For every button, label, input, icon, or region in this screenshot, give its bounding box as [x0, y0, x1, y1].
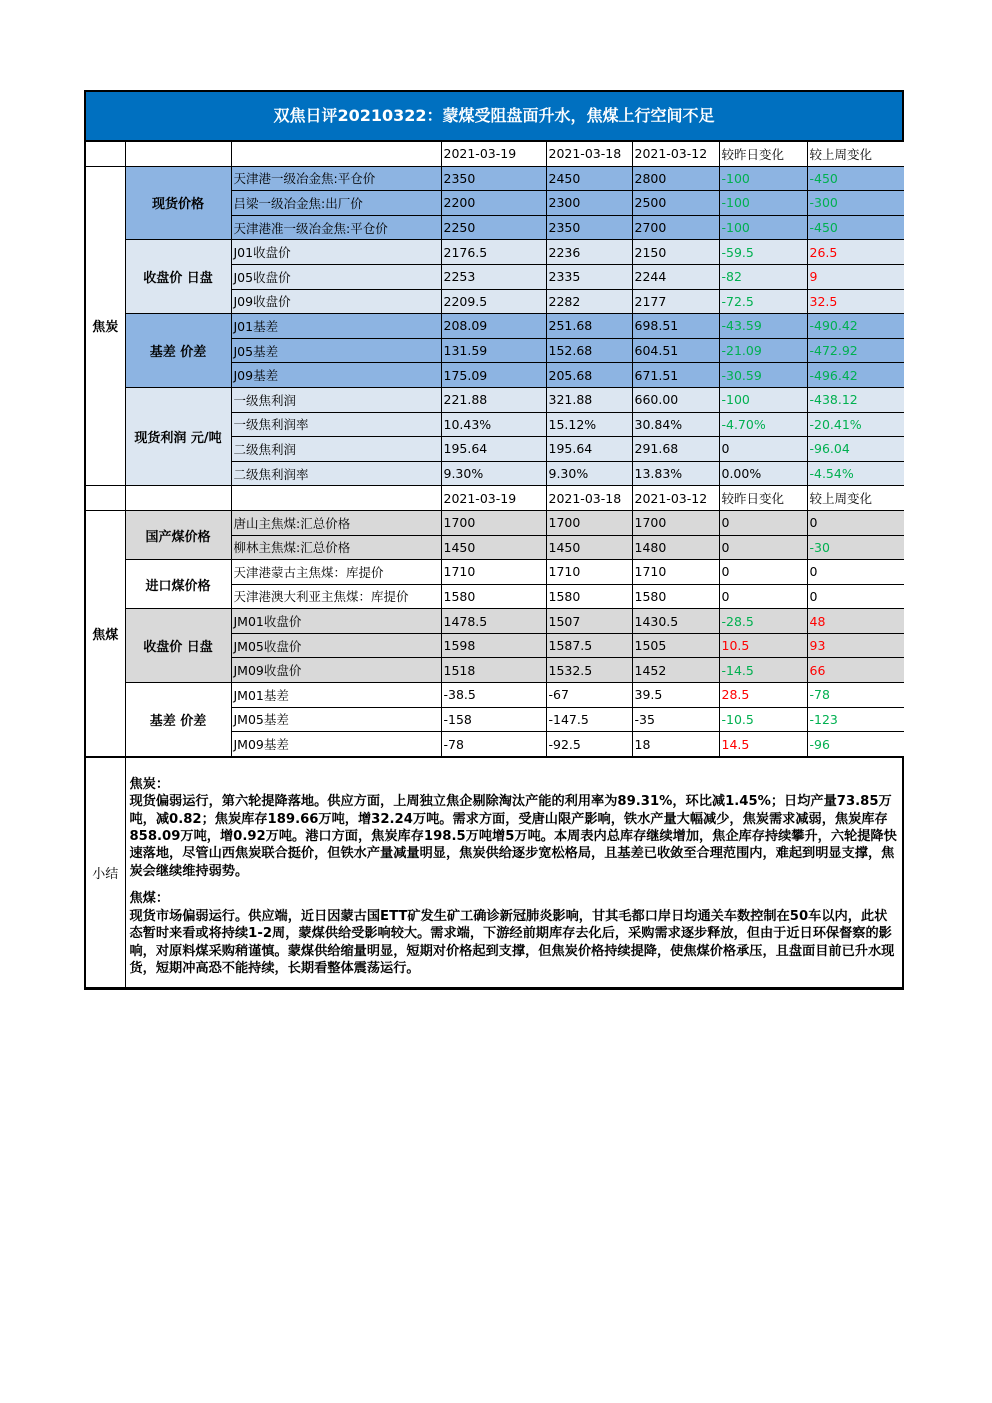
change-cell: -10.5 — [719, 707, 807, 732]
value-cell: 251.68 — [546, 314, 632, 339]
change-cell: -30 — [807, 535, 904, 560]
change-cell: -4.70% — [719, 412, 807, 437]
value-cell: 1580 — [632, 584, 719, 609]
value-cell: 30.84% — [632, 412, 719, 437]
change-cell: 0 — [807, 584, 904, 609]
group-label: 基差 价差 — [125, 314, 231, 388]
coal-section — [86, 486, 904, 757]
value-cell: 1450 — [441, 535, 546, 560]
change-cell: 0 — [807, 510, 904, 535]
change-cell: 26.5 — [807, 240, 904, 265]
change-cell: -100 — [719, 215, 807, 240]
change-cell: 0 — [807, 560, 904, 585]
change-cell: 10.5 — [719, 633, 807, 658]
value-cell: 221.88 — [441, 387, 546, 412]
change-cell: -496.42 — [807, 363, 904, 388]
value-cell: 2209.5 — [441, 289, 546, 314]
value-cell: 1700 — [632, 510, 719, 535]
value-cell: 13.83% — [632, 461, 719, 486]
value-cell: -35 — [632, 707, 719, 732]
change-cell: -59.5 — [719, 240, 807, 265]
value-cell: 2335 — [546, 264, 632, 289]
change-cell: 0 — [719, 510, 807, 535]
value-cell: 1710 — [632, 560, 719, 585]
value-cell: 1532.5 — [546, 658, 632, 683]
value-cell: 1450 — [546, 535, 632, 560]
value-cell: -67 — [546, 683, 632, 708]
indicator-name: 天津港澳大利亚主焦煤：库提价 — [231, 584, 441, 609]
value-cell: 2244 — [632, 264, 719, 289]
value-cell: 2250 — [441, 215, 546, 240]
category-label: 焦煤 — [86, 510, 125, 756]
coke-summary-text: 现货偏弱运行，第六轮提降落地。供应方面，上周独立焦企剔除淘汰产能的利用率为89.31%，环比减1.45%；日均产量73.85万吨，减0.82；焦炭库存189.66万吨，增32.24万吨。需求方面，受唐山限产影响，铁水产量大幅减少，焦炭需求减弱，焦炭库存858.09万吨，增0.92万吨。港口方面，焦炭库存198.5万吨增5万吨。本周表内总库存继续增加，焦企库存持续攀升，六轮提降快速落地，尽管山西焦炭联合挺价，但铁水产量减量明显，焦炭供给逐步宽松格局，且基差已收敛至合理范围内，难起到明显支撑，焦炭会继续维持弱势。 — [129, 794, 897, 879]
value-cell: 2700 — [632, 215, 719, 240]
change-cell: 0.00% — [719, 461, 807, 486]
value-cell: 1587.5 — [546, 633, 632, 658]
indicator-name: 二级焦利润率 — [231, 461, 441, 486]
change-cell: -100 — [719, 387, 807, 412]
change-cell: -82 — [719, 264, 807, 289]
change-cell: 66 — [807, 658, 904, 683]
change-cell: 9 — [807, 264, 904, 289]
change-cell: -123 — [807, 707, 904, 732]
table-row — [86, 314, 904, 339]
value-cell: 1480 — [632, 535, 719, 560]
change-cell: -28.5 — [719, 609, 807, 634]
summary-section — [86, 757, 902, 988]
value-cell: 604.51 — [632, 338, 719, 363]
value-cell: 205.68 — [546, 363, 632, 388]
change-cell: -20.41% — [807, 412, 904, 437]
indicator-name: JM01收盘价 — [231, 609, 441, 634]
value-cell: 18 — [632, 732, 719, 757]
indicator-name: 天津港蒙古主焦煤：库提价 — [231, 560, 441, 585]
coke-section — [86, 142, 904, 486]
change-cell: -100 — [719, 191, 807, 216]
category-label: 焦炭 — [86, 166, 125, 486]
change-cell: 0 — [719, 535, 807, 560]
indicator-name: J01收盘价 — [231, 240, 441, 265]
indicator-name: JM09基差 — [231, 732, 441, 757]
group-label: 现货价格 — [125, 166, 231, 240]
indicator-name: JM01基差 — [231, 683, 441, 708]
change-cell: 48 — [807, 609, 904, 634]
column-header: 2021-03-18 — [546, 486, 632, 511]
indicator-name: JM05基差 — [231, 707, 441, 732]
change-cell: -100 — [719, 166, 807, 191]
change-cell: -438.12 — [807, 387, 904, 412]
column-header: 2021-03-12 — [632, 486, 719, 511]
table-row — [86, 510, 904, 535]
change-cell: -300 — [807, 191, 904, 216]
indicator-name: 一级焦利润 — [231, 387, 441, 412]
value-cell: 2800 — [632, 166, 719, 191]
table-row — [86, 387, 904, 412]
column-header: 2021-03-19 — [441, 486, 546, 511]
value-cell: 321.88 — [546, 387, 632, 412]
value-cell: 2177 — [632, 289, 719, 314]
indicator-name: 一级焦利润率 — [231, 412, 441, 437]
value-cell: 1598 — [441, 633, 546, 658]
value-cell: 195.64 — [546, 437, 632, 462]
change-cell: -96 — [807, 732, 904, 757]
change-cell: -450 — [807, 166, 904, 191]
value-cell: 1452 — [632, 658, 719, 683]
change-cell: 93 — [807, 633, 904, 658]
column-header: 2021-03-12 — [632, 142, 719, 167]
table-row — [86, 166, 904, 191]
change-cell: -30.59 — [719, 363, 807, 388]
value-cell: 2236 — [546, 240, 632, 265]
value-cell: 291.68 — [632, 437, 719, 462]
value-cell: 1430.5 — [632, 609, 719, 634]
value-cell: 1580 — [441, 584, 546, 609]
value-cell: 1580 — [546, 584, 632, 609]
change-cell: 0 — [719, 584, 807, 609]
summary-label: 小结 — [86, 757, 125, 987]
column-header: 2021-03-18 — [546, 142, 632, 167]
summary-body — [125, 757, 902, 987]
change-cell: -72.5 — [719, 289, 807, 314]
coal-summary-heading: 焦煤： — [129, 891, 170, 907]
column-header: 较上周变化 — [807, 142, 904, 167]
value-cell: 1518 — [441, 658, 546, 683]
value-cell: 1710 — [441, 560, 546, 585]
value-cell: 9.30% — [546, 461, 632, 486]
daily-report — [84, 90, 904, 990]
report-title: 双焦日评20210322：蒙煤受阻盘面升水，焦煤上行空间不足 — [86, 92, 902, 141]
value-cell: 152.68 — [546, 338, 632, 363]
change-cell: -21.09 — [719, 338, 807, 363]
value-cell: 1505 — [632, 633, 719, 658]
indicator-name: J09基差 — [231, 363, 441, 388]
value-cell: 2200 — [441, 191, 546, 216]
table-row — [86, 560, 904, 585]
value-cell: 2500 — [632, 191, 719, 216]
change-cell: 0 — [719, 560, 807, 585]
coal-summary-text: 现货市场偏弱运行。供应端，近日因蒙古国ETT矿发生矿工确诊新冠肺炎影响，甘其毛都口岸日均通关车数控制在50车以内，此状态暂时来看或将持续1-2周，蒙煤供给受影响较大。需求端，下游经前期库存去化后，采购需求逐步释放，但由于近日环保督察的影响，对原料煤采购稍谨慎。蒙煤供给缩量明显，短期对价格起到支撑，但焦炭价格持续提降，使焦煤价格承压，且盘面目前已升水现货，短期冲高恐不能持续，长期看整体震荡运行。 — [129, 908, 895, 976]
indicator-name: 二级焦利润 — [231, 437, 441, 462]
value-cell: 2282 — [546, 289, 632, 314]
indicator-name: J05基差 — [231, 338, 441, 363]
value-cell: 2450 — [546, 166, 632, 191]
column-header: 较上周变化 — [807, 486, 904, 511]
indicator-name: JM05收盘价 — [231, 633, 441, 658]
change-cell: -472.92 — [807, 338, 904, 363]
value-cell: 39.5 — [632, 683, 719, 708]
change-cell: 28.5 — [719, 683, 807, 708]
change-cell: 0 — [719, 437, 807, 462]
change-cell: 32.5 — [807, 289, 904, 314]
change-cell: -96.04 — [807, 437, 904, 462]
table-row — [86, 609, 904, 634]
header-blank — [86, 142, 125, 167]
value-cell: -147.5 — [546, 707, 632, 732]
value-cell: 9.30% — [441, 461, 546, 486]
change-cell: -4.54% — [807, 461, 904, 486]
price-table — [86, 141, 904, 757]
value-cell: 2150 — [632, 240, 719, 265]
indicator-name: 柳林主焦煤:汇总价格 — [231, 535, 441, 560]
value-cell: 698.51 — [632, 314, 719, 339]
value-cell: 1478.5 — [441, 609, 546, 634]
group-label: 国产煤价格 — [125, 510, 231, 559]
table-row — [86, 240, 904, 265]
value-cell: 671.51 — [632, 363, 719, 388]
value-cell: 660.00 — [632, 387, 719, 412]
value-cell: 10.43% — [441, 412, 546, 437]
value-cell: 15.12% — [546, 412, 632, 437]
group-label: 基差 价差 — [125, 683, 231, 757]
indicator-name: JM09收盘价 — [231, 658, 441, 683]
value-cell: -158 — [441, 707, 546, 732]
group-label: 收盘价 日盘 — [125, 240, 231, 314]
header-blank — [125, 486, 231, 511]
value-cell: 131.59 — [441, 338, 546, 363]
column-header: 较昨日变化 — [719, 486, 807, 511]
indicator-name: J09收盘价 — [231, 289, 441, 314]
value-cell: 2253 — [441, 264, 546, 289]
table-row — [86, 683, 904, 708]
value-cell: 1700 — [441, 510, 546, 535]
value-cell: -78 — [441, 732, 546, 757]
column-header: 较昨日变化 — [719, 142, 807, 167]
change-cell: 14.5 — [719, 732, 807, 757]
value-cell: -92.5 — [546, 732, 632, 757]
change-cell: -14.5 — [719, 658, 807, 683]
indicator-name: J05收盘价 — [231, 264, 441, 289]
value-cell: 2300 — [546, 191, 632, 216]
header-blank — [86, 486, 125, 511]
value-cell: 208.09 — [441, 314, 546, 339]
change-cell: -490.42 — [807, 314, 904, 339]
header-blank — [231, 486, 441, 511]
header-blank — [231, 142, 441, 167]
value-cell: 2350 — [441, 166, 546, 191]
indicator-name: J01基差 — [231, 314, 441, 339]
value-cell: 1700 — [546, 510, 632, 535]
value-cell: 175.09 — [441, 363, 546, 388]
header-blank — [125, 142, 231, 167]
indicator-name: 天津港一级冶金焦:平仓价 — [231, 166, 441, 191]
value-cell: 195.64 — [441, 437, 546, 462]
change-cell: -43.59 — [719, 314, 807, 339]
column-header: 2021-03-19 — [441, 142, 546, 167]
header-row — [86, 142, 904, 167]
indicator-name: 天津港准一级冶金焦:平仓价 — [231, 215, 441, 240]
value-cell: 1507 — [546, 609, 632, 634]
value-cell: 1710 — [546, 560, 632, 585]
indicator-name: 吕梁一级冶金焦:出厂价 — [231, 191, 441, 216]
value-cell: 2176.5 — [441, 240, 546, 265]
value-cell: -38.5 — [441, 683, 546, 708]
indicator-name: 唐山主焦煤:汇总价格 — [231, 510, 441, 535]
group-label: 现货利润 元/吨 — [125, 387, 231, 485]
value-cell: 2350 — [546, 215, 632, 240]
group-label: 进口煤价格 — [125, 560, 231, 609]
change-cell: -450 — [807, 215, 904, 240]
group-label: 收盘价 日盘 — [125, 609, 231, 683]
coke-summary-heading: 焦炭： — [129, 776, 170, 792]
change-cell: -78 — [807, 683, 904, 708]
header-row — [86, 486, 904, 511]
